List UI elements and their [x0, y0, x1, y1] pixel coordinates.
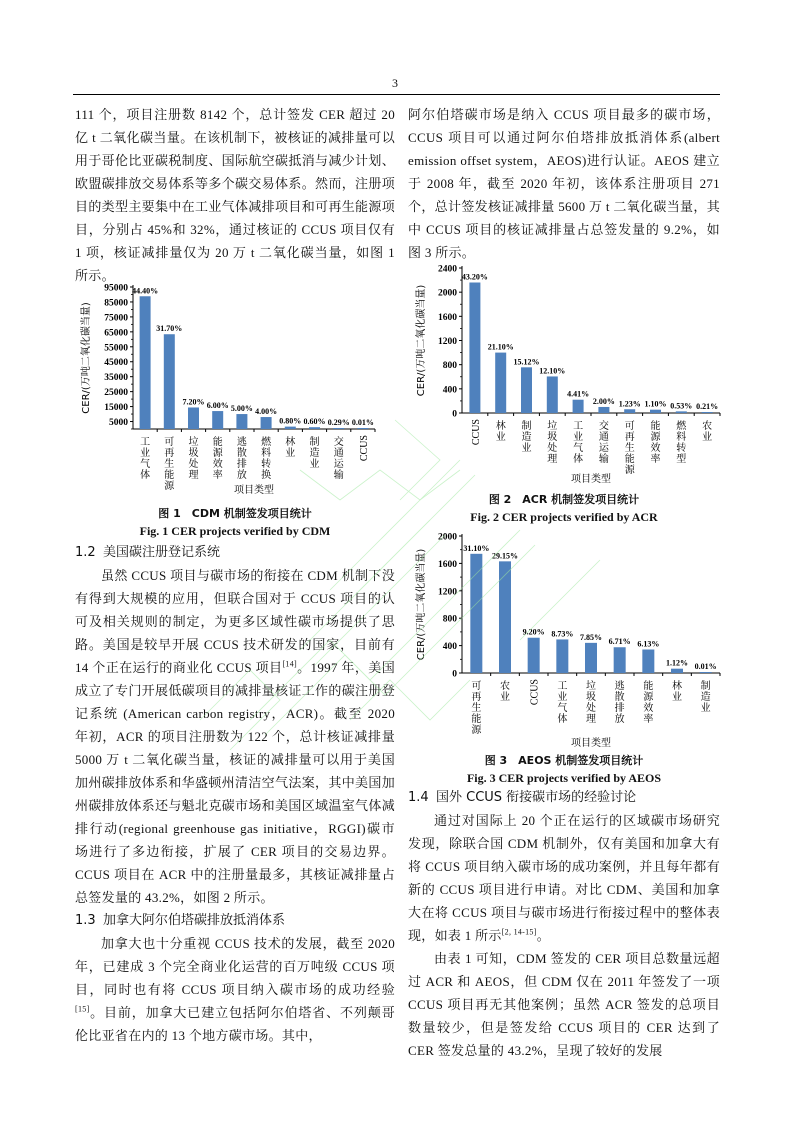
category-label-char: 体 — [140, 470, 151, 481]
category-label-char: 能 — [164, 470, 175, 481]
figure-2-chart — [408, 258, 728, 483]
bar — [495, 353, 506, 413]
category-label-char: 处 — [547, 443, 558, 454]
paragraph-text: 虽然 CCUS 项目与碳市场的衔接在 CDM 机制下没有得到大规模的应用，但联合国对于 CCUS 项目的认可及相关规则的制定，为更多区域性碳市场提供了思路。美国是较早开展 CCUS 技术研发的国家，目前有 14 个正在运行的商业化 CCUS 项目 — [75, 568, 395, 675]
bar-group — [328, 418, 350, 429]
data-label: 12.10% — [539, 366, 566, 376]
category-label-char: 理 — [547, 454, 558, 465]
category-label-char: 体 — [557, 714, 568, 725]
y-tick-label: 25000 — [104, 388, 128, 399]
category-label-char: 能 — [650, 421, 661, 432]
category-label-char: 源 — [650, 432, 661, 443]
y-tick-label: 2000 — [438, 532, 457, 543]
category-label-char: 效 — [643, 703, 654, 714]
section-1-4-paragraph-2: 由表 1 可知，CDM 签发的 CER 项目总数量远超过 ACR 和 AEOS，但 CDM 仅在 2011 年签发了一项 CCUS 项目再无其他案例；虽然 ACR 签发的总项目数量较少，但是签发给 CCUS 项目的 CER 达到了 CER 签发总量的 43.2%，呈现了较好的发展 — [408, 951, 720, 1058]
y-tick-label: 45000 — [104, 358, 128, 369]
category-label-char: 排 — [236, 459, 247, 470]
data-label: 6.00% — [206, 401, 229, 411]
category-label-char: 制 — [521, 421, 532, 432]
category-label-char: 理 — [188, 470, 199, 481]
category-label-char: 生 — [164, 459, 175, 470]
section-1-4 — [408, 787, 720, 1062]
data-label: 7.85% — [580, 632, 602, 642]
bar — [236, 414, 247, 429]
category-label-char: 转 — [261, 459, 272, 470]
y-tick-label: 15000 — [104, 403, 128, 414]
paragraph-text: 。1997 年，美国成立了专门开展低碳项目的减排量核证工作的碳注册登记系统 (American carbon registry，ACR)。截至 2020 年初，ACR 的项目注册数为 122 个，总计核证减排量 5000 万 t 二氧化碳当量，核证的减排量可以用于美国加州碳排放体系和华盛顿州清洁空气法案，其中美国加州碳排放体系还与魁北克碳市场和美国区域温室气体减排行动(regional greenhouse gas initiative，RGGI)碳市场进行了多边衔接，扩展了 CER 项目的交易边界。CCUS 项目在 ACR 中的注册量最多，其核证减排量占总签发量的 43.2%，如图 2 所示。 — [75, 660, 395, 905]
section-1-2 — [75, 542, 395, 1047]
bar-group — [695, 662, 717, 673]
section-title: 加拿大阿尔伯塔碳排放抵消体系 — [103, 913, 286, 928]
data-label: 8.73% — [551, 629, 574, 639]
x-axis-title: 项目类型 — [234, 485, 274, 496]
bar-group — [462, 273, 488, 414]
y-tick-label: 0 — [452, 409, 457, 420]
category-label-char: 垃 — [547, 421, 558, 432]
category-label-char: 能 — [624, 454, 635, 465]
y-tick-label: 400 — [442, 385, 457, 396]
y-tick-label: 2400 — [438, 264, 457, 275]
citation: [2, 14-15] — [501, 927, 537, 937]
data-label: 6.71% — [608, 637, 631, 647]
y-tick-label: 1200 — [438, 337, 457, 347]
category-label-char: 逃 — [236, 437, 247, 448]
figure-3-caption-cn: 图 3 AEOS 机制签发项目统计 — [484, 754, 644, 767]
figure-2-caption-cn: 图 2 ACR 机制签发项目统计 — [488, 493, 640, 506]
data-label: 4.41% — [567, 389, 590, 399]
bar-group — [156, 324, 182, 429]
category-label-char: 逃 — [614, 681, 625, 692]
left-intro — [75, 103, 395, 287]
bar-group — [279, 417, 301, 429]
category-label-char: 圾 — [547, 432, 558, 443]
bar-chart-svg — [75, 278, 395, 496]
bar — [309, 427, 320, 429]
paragraph-text: 通过对国际上 20 个正在运行的区域碳市场研究发现，除联合国 CDM 机制外，仅有美国和加拿大有将 CCUS 项目纳入碳市场的成功案例，并且每年都有新的 CCUS 项目进行申请。对比 CDM、美国和加拿大在将 CCUS 项目与碳市场进行衔接过程中的整体表现，如表 1 所示 — [408, 813, 720, 943]
category-label-char: 源 — [212, 448, 223, 459]
category-label-char: 工 — [573, 421, 584, 432]
bar-group — [514, 357, 540, 413]
category-label-char: 圾 — [586, 692, 596, 703]
category-label-char: 业 — [495, 432, 506, 443]
bar-group — [580, 633, 602, 673]
bar-group — [492, 551, 518, 673]
category-label-char: 业 — [140, 448, 151, 459]
bar — [614, 647, 626, 673]
data-label: 0.01% — [694, 662, 717, 671]
bar-group — [183, 397, 205, 429]
category-label-char: 可 — [164, 437, 175, 448]
category-label-char: 交 — [598, 421, 609, 432]
data-label: 0.21% — [696, 402, 719, 411]
y-tick-label: 1600 — [438, 559, 457, 570]
right-intro — [408, 103, 720, 264]
category-label-char: 气 — [140, 459, 151, 470]
category-label-char: 林 — [672, 681, 682, 692]
figure-1-caption-cn: 图 1 CDM 机制签发项目统计 — [158, 507, 312, 520]
paragraph-text: 。 — [536, 928, 551, 943]
category-label-char: 垃 — [188, 437, 199, 448]
category-label-char: 业 — [702, 432, 713, 443]
bar-group — [593, 397, 615, 413]
y-tick-label: 85000 — [104, 298, 128, 309]
category-label-char: 造 — [521, 432, 532, 443]
page-number: 3 — [392, 76, 398, 90]
section-1-4-paragraph-1 — [408, 809, 720, 947]
section-number: 1.4 — [408, 790, 429, 805]
citation: [15] — [75, 1004, 90, 1014]
section-1-3-paragraph — [75, 932, 395, 1047]
category-label-char: 换 — [261, 470, 272, 481]
bar-chart-svg — [408, 528, 728, 748]
y-tick-label: 5000 — [109, 418, 128, 429]
bar-group — [666, 659, 688, 673]
section-1-2-paragraph — [75, 564, 395, 909]
bar — [573, 400, 584, 413]
y-tick-label: 35000 — [104, 373, 128, 384]
category-label-char: 理 — [586, 714, 596, 725]
data-label: 6.13% — [637, 639, 660, 649]
category-label-char: 燃 — [676, 421, 687, 432]
bar — [528, 638, 540, 673]
intro-paragraph-right: 阿尔伯塔碳市场是纳入 CCUS 项目最多的碳市场，CCUS 项目可以通过阿尔伯塔排放抵消体系(albert emission offset system，AEOS)进行认证。AEOS 建立于 2008 年，截至 2020 年初，该体系注册项目 271 个，总计签发核证减排量 5600 万 t 二氧化碳当量，其中 CCUS 项目的核证减排量占总签发量的 9.2%，如图 3 所示。 — [408, 107, 720, 260]
category-label-char: 源 — [164, 481, 175, 492]
category-label-char: 垃 — [586, 681, 596, 692]
bar-group — [488, 343, 514, 413]
data-label: 1.23% — [618, 399, 641, 409]
y-axis-title: CER/(万吨二氧化碳当量) — [416, 548, 427, 661]
bar — [140, 296, 151, 429]
bar-group — [523, 628, 545, 673]
bar-chart-svg — [408, 258, 728, 483]
category-label-char: 散 — [236, 448, 247, 459]
category-label-char: 处 — [188, 459, 199, 470]
category-label-char: 农 — [500, 681, 510, 692]
bar — [650, 410, 661, 413]
intro-paragraph-left: 111 个，项目注册数 8142 个，总计签发 CER 超过 20 亿 t 二氧化碳当量。在该机制下，被核证的减排量可以用于哥伦比亚碳税制度、国际航空碳抵消与减少计划、欧盟碳排放交易体系等多个碳交易体系。然而，注册项目的类型主要集中在工业气体减排项目和可再生能源项目，分别占 45%和 32%，通过核证的 CCUS 项目仅有 1 项，核证减排量仅为 20 万 t 二氧化碳当量，如图 1 所示。 — [75, 107, 395, 283]
y-tick-label: 2000 — [438, 288, 457, 299]
bar — [212, 411, 223, 429]
data-label: 2.00% — [592, 396, 615, 406]
category-label-char: 再 — [624, 432, 635, 443]
data-label: 21.10% — [487, 342, 514, 352]
bar — [333, 428, 344, 429]
data-label: 31.10% — [463, 543, 490, 553]
category-label-char: 效 — [650, 443, 661, 454]
bar — [470, 554, 482, 673]
y-tick-label: 55000 — [104, 343, 128, 354]
category-label-char: 源 — [471, 725, 482, 736]
bar-group — [551, 629, 573, 673]
category-label-char: 效 — [212, 459, 223, 470]
data-label: 29.15% — [492, 551, 518, 561]
category-label-char: 率 — [643, 714, 654, 725]
x-axis-title: 项目类型 — [571, 474, 611, 485]
y-tick-label: 65000 — [104, 328, 128, 339]
category-label-char: 能 — [471, 714, 482, 725]
bar — [598, 407, 609, 413]
y-tick-label: 95000 — [104, 283, 128, 294]
category-label-char: 业 — [309, 459, 320, 470]
bar-group — [255, 407, 277, 429]
bar-group — [645, 400, 667, 413]
section-number: 1.2 — [75, 545, 96, 560]
category-label-char: 业 — [700, 703, 711, 714]
category-label-char: 率 — [650, 454, 661, 465]
category-label-char: 通 — [333, 448, 344, 459]
bar — [642, 650, 654, 673]
section-heading-1-2 — [75, 542, 395, 564]
bar — [285, 427, 296, 429]
bar-group — [231, 404, 253, 429]
category-label-char: 林 — [495, 421, 506, 432]
category-label-char: 料 — [676, 432, 687, 443]
category-label-char: 再 — [471, 692, 482, 703]
category-label: CCUS — [529, 679, 541, 706]
category-label-char: 农 — [702, 421, 713, 432]
bar-group — [352, 418, 374, 429]
bar-group — [539, 366, 565, 413]
category-label-char: 运 — [333, 459, 344, 470]
data-label: 4.00% — [255, 407, 278, 417]
data-label: 43.20% — [461, 272, 488, 282]
category-label-char: 工 — [140, 437, 151, 448]
data-label: 1.12% — [666, 658, 688, 668]
header-rule — [73, 94, 720, 95]
category-label-char: 燃 — [261, 437, 272, 448]
category-label-char: 输 — [333, 470, 344, 481]
category-label-char: 圾 — [188, 448, 199, 459]
y-axis-title: CER/(万吨二氧化碳当量) — [81, 302, 92, 414]
y-tick-label: 400 — [442, 642, 457, 653]
data-label: 0.29% — [327, 418, 350, 427]
category-label-char: 型 — [676, 454, 687, 465]
data-label: 0.01% — [351, 418, 374, 427]
bar-group — [567, 390, 589, 413]
category-label-char: 业 — [557, 692, 568, 703]
category-label-char: 业 — [573, 432, 584, 443]
bar — [261, 417, 272, 429]
bar — [521, 367, 532, 413]
y-tick-label: 800 — [442, 361, 457, 372]
bar — [188, 407, 199, 429]
category-label-char: 交 — [333, 437, 344, 448]
data-label: 7.20% — [182, 397, 205, 407]
category-label-char: 率 — [212, 470, 223, 481]
bar — [700, 672, 712, 673]
category-label-char: 料 — [261, 448, 272, 459]
category-label-char: 通 — [598, 432, 609, 443]
category-label-char: 放 — [614, 714, 625, 725]
category-label-char: 处 — [586, 703, 596, 714]
bar-group — [609, 637, 631, 673]
category-label-char: 能 — [212, 437, 223, 448]
citation: [14] — [282, 659, 297, 669]
section-title: 国外 CCUS 衔接碳市场的经验讨论 — [436, 790, 637, 805]
category-label-char: 业 — [672, 692, 682, 703]
figure-1-chart — [75, 278, 395, 496]
category-label-char: 气 — [557, 703, 568, 714]
category-label-char: 造 — [700, 692, 711, 703]
section-heading-1-4 — [408, 787, 720, 809]
y-tick-label: 1200 — [438, 587, 457, 598]
section-number: 1.3 — [75, 913, 96, 928]
data-label: 0.60% — [303, 417, 326, 427]
category-label-char: 生 — [624, 443, 635, 454]
data-label: 15.12% — [513, 357, 540, 367]
bar-group — [619, 399, 641, 413]
bar-group — [132, 286, 158, 429]
paragraph-text: 加拿大也十分重视 CCUS 技术的发展，截至 2020 年，已建成 3 个完全商业化运营的百万吨级 CCUS 项目，同时也有将 CCUS 项目纳入碳市场的成功经验 — [75, 936, 395, 997]
bar — [702, 412, 713, 413]
bar-group — [207, 401, 229, 429]
data-label: 1.10% — [644, 399, 667, 409]
bar — [164, 334, 175, 429]
category-label: CCUS — [470, 419, 482, 446]
figure-1-caption-en: Fig. 1 CER projects verified by CDM — [139, 524, 331, 538]
y-axis-title: CER/(万吨二氧化碳当量) — [416, 284, 427, 397]
category-label-char: 转 — [676, 443, 687, 454]
figure-3-caption-en: Fig. 3 CER projects verified by AEOS — [466, 771, 662, 785]
data-label: 0.80% — [279, 416, 302, 426]
y-tick-label: 800 — [442, 614, 457, 625]
bar-group — [304, 417, 326, 429]
category-label-char: 林 — [285, 437, 296, 448]
data-label: 44.40% — [132, 286, 159, 296]
x-axis-title: 项目类型 — [571, 738, 611, 749]
y-tick-label: 1600 — [438, 312, 457, 323]
bar-group — [637, 640, 659, 673]
y-tick-label: 75000 — [104, 313, 128, 324]
section-heading-1-3 — [75, 910, 395, 932]
bar-group — [463, 544, 489, 673]
category-label-char: 源 — [643, 692, 654, 703]
category-label-char: 运 — [598, 443, 609, 454]
figure-2-caption-en: Fig. 2 CER projects verified by ACR — [470, 510, 658, 524]
category-label-char: 散 — [614, 692, 625, 703]
category-label-char: 气 — [573, 443, 584, 454]
category-label-char: 输 — [598, 454, 609, 465]
bar-group — [696, 402, 718, 413]
bar — [499, 561, 511, 673]
category-label-char: 制 — [309, 437, 320, 448]
category-label-char: 排 — [614, 703, 625, 714]
category-label-char: 制 — [700, 681, 711, 692]
bar — [547, 376, 558, 413]
category-label-char: 业 — [521, 443, 532, 454]
category-label-char: 造 — [309, 448, 320, 459]
bar — [585, 643, 597, 673]
bar — [469, 283, 480, 414]
bar — [357, 428, 368, 429]
bar-group — [670, 401, 692, 413]
bar — [624, 409, 635, 413]
category-label-char: 再 — [164, 448, 175, 459]
category-label-char: 业 — [285, 448, 296, 459]
bar — [676, 411, 687, 413]
data-label: 31.70% — [156, 324, 183, 334]
category-label-char: 源 — [624, 465, 635, 476]
data-label: 9.20% — [522, 627, 545, 637]
paragraph-text: 。目前，加拿大已建立包括阿尔伯塔省、不列颠哥伦比亚省在内的 13 个地方碳市场。其中， — [75, 1005, 395, 1043]
data-label: 0.53% — [670, 401, 693, 411]
data-label: 5.00% — [230, 404, 253, 414]
category-label-char: 可 — [471, 681, 482, 692]
figure-3-chart — [408, 528, 728, 748]
section-title: 美国碳注册登记系统 — [103, 545, 221, 560]
bar — [671, 669, 683, 673]
category-label-char: 生 — [471, 703, 482, 714]
bar — [556, 639, 568, 673]
category-label: CCUS — [358, 435, 370, 462]
category-label-char: 业 — [500, 692, 510, 703]
y-tick-label: 0 — [452, 669, 457, 680]
category-label-char: 放 — [236, 470, 247, 481]
category-label-char: 可 — [624, 421, 635, 432]
category-label-char: 体 — [573, 454, 584, 465]
category-label-char: 工 — [557, 681, 568, 692]
category-label-char: 能 — [643, 681, 654, 692]
